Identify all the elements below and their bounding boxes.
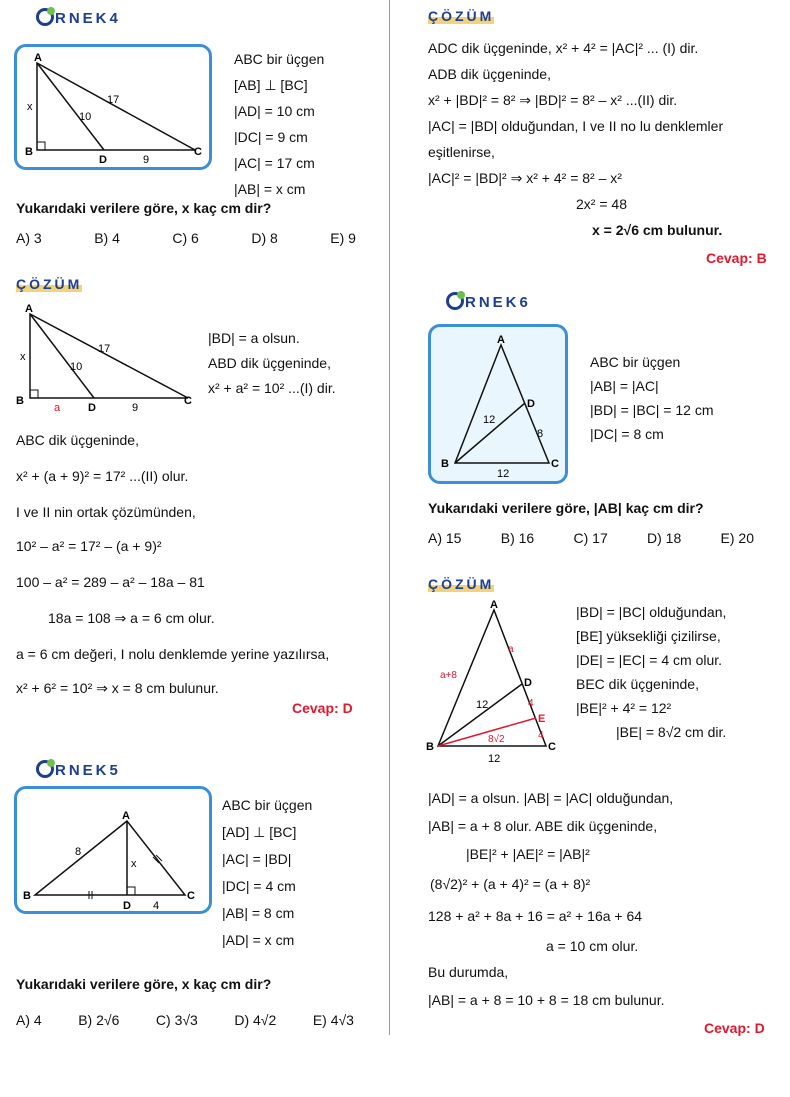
- solution-4-line-1: ABC dik üçgeninde,: [16, 432, 139, 448]
- side-dc-label: 8: [537, 428, 544, 440]
- vertex-c-label: C: [194, 146, 202, 158]
- solution-4-side-notes: |BD| = a olsun. ABD dik üçgeninde, x² + a² = 10² ...(I) dir.: [208, 330, 336, 396]
- solution-4-triangle-figure: [12, 302, 202, 414]
- vertex-a-label: A: [490, 599, 498, 611]
- solution-4-heading: ÇÖZÜM: [16, 276, 83, 292]
- example-4-givens: ABC bir üçgen [AB] ⊥ [BC] |AD| = 10 cm |DC| = 9 cm |AC| = 17 cm |AB| = x cm: [234, 51, 325, 197]
- example-5-givens: ABC bir üçgen [AD] ⊥ [BC] |AC| = |BD| |DC| = 4 cm |AB| = 8 cm |AD| = x cm: [222, 797, 313, 948]
- side-x-label: x: [20, 351, 26, 363]
- option-a: A) 3: [16, 230, 42, 246]
- side-bc-label: 12: [497, 468, 510, 480]
- vertex-d-label: D: [99, 154, 107, 166]
- vertex-e-label: E: [538, 713, 546, 725]
- option-d: D) 8: [251, 230, 278, 246]
- vertex-a-label: A: [497, 334, 505, 346]
- option-e: E) 9: [330, 230, 356, 246]
- solution-5-line-2: ADB dik üçgeninde,: [428, 66, 551, 82]
- side-ac-label: 17: [98, 343, 111, 355]
- example-6-figure-frame: [428, 324, 568, 484]
- option-d: D) 18: [647, 530, 682, 546]
- side-ad-label: 10: [70, 361, 83, 373]
- o-logo-icon: [36, 8, 54, 26]
- solution-6-line-7: Bu durumda,: [428, 964, 509, 980]
- o-logo-icon: [446, 292, 464, 310]
- solution-5-line-1: ADC dik üçgeninde, x² + 4² = |AC|² ... (I) dir.: [428, 40, 699, 56]
- vertex-d-label: D: [524, 677, 532, 689]
- option-e: E) 4√3: [312, 1012, 354, 1028]
- solution-6-line-6: a = 10 cm olur.: [546, 938, 639, 954]
- example-4-options: [16, 230, 356, 246]
- example-4-triangle-figure: [17, 47, 209, 167]
- side-bc-label: 12: [488, 753, 501, 765]
- side-dc-label: 4: [153, 900, 160, 911]
- solution-5-line-5: eşitlenirse,: [428, 144, 495, 160]
- solution-4-answer: Cevap: D: [292, 700, 353, 716]
- vertex-c-label: C: [184, 395, 192, 407]
- solution-4-line-5: 100 – a² = 289 – a² – 18a – 81: [16, 574, 205, 590]
- solution-5-line-7: 2x² = 48: [576, 196, 627, 212]
- side-ab-label: 8: [75, 846, 82, 858]
- vertex-a-label: A: [34, 52, 42, 64]
- solution-5-line-8: x = 2√6 cm bulunur.: [592, 222, 723, 238]
- o-logo-icon: [36, 760, 54, 778]
- side-de-label: 4: [528, 698, 534, 709]
- side-ab-label: a+8: [440, 670, 457, 681]
- side-be-label: 8√2: [488, 734, 505, 745]
- side-a-label: a: [508, 644, 514, 655]
- solution-6-line-2: |AB| = a + 8 olur. ABE dik üçgeninde,: [428, 818, 658, 834]
- vertex-b-label: B: [25, 146, 33, 158]
- example-6-givens: ABC bir üçgen |AB| = |AC| |BD| = |BC| = 12 cm |DC| = 8 cm: [590, 354, 714, 442]
- option-b: B) 2√6: [78, 1012, 120, 1028]
- vertex-d-label: D: [123, 900, 131, 911]
- vertex-a-label: A: [25, 303, 33, 315]
- solution-6-line-1: |AD| = a olsun. |AB| = |AC| olduğundan,: [428, 790, 674, 806]
- solution-6-side-notes: |BD| = |BC| olduğundan, [BE] yüksekliği çizilirse, |DE| = |EC| = 4 cm olur. BEC dik üçgeninde, |BE|² + 4² = 12² |BE| = 8√2 cm dir.: [576, 604, 727, 740]
- side-x-label: x: [27, 101, 33, 113]
- side-x-label: x: [131, 858, 137, 870]
- option-c: C) 17: [573, 530, 608, 546]
- vertex-c-label: C: [548, 741, 556, 753]
- example-5-heading: RNEK5: [36, 760, 121, 779]
- solution-4-line-8: x² + 6² = 10² ⇒ x = 8 cm bulunur.: [16, 680, 219, 696]
- solution-5-line-6: |AC|² = |BD|² ⇒ x² + 4² = 8² – x²: [428, 170, 622, 186]
- vertex-b-label: B: [16, 395, 24, 407]
- solution-6-heading: ÇÖZÜM: [428, 576, 495, 592]
- solution-4-line-4: 10² – a² = 17² – (a + 9)²: [16, 538, 162, 554]
- example-6-heading: RNEK6: [446, 292, 531, 311]
- vertex-c-label: C: [551, 458, 559, 470]
- column-divider: [389, 0, 390, 1035]
- solution-4-line-2: x² + (a + 9)² = 17² ...(II) olur.: [16, 468, 189, 484]
- vertex-d-label: D: [527, 398, 535, 410]
- side-a-label: a: [54, 402, 61, 414]
- side-dc-label: 9: [132, 402, 139, 414]
- vertex-a-label: A: [122, 810, 130, 822]
- solution-5-line-4: |AC| = |BD| olduğundan, I ve II no lu denklemler: [428, 118, 724, 134]
- solution-6-line-8: |AB| = a + 8 = 10 + 8 = 18 cm bulunur.: [428, 992, 665, 1008]
- example-6-options: [428, 530, 754, 546]
- solution-6-line-3: |BE|² + |AE|² = |AB|²: [466, 846, 590, 862]
- solution-6-line-4: (8√2)² + (a + 4)² = (a + 8)²: [430, 876, 591, 892]
- side-dc-label: 9: [143, 154, 150, 166]
- solution-5-line-3: x² + |BD|² = 8² ⇒ |BD|² = 8² – x² ...(II) dir.: [428, 92, 678, 108]
- option-c: C) 3√3: [155, 1012, 198, 1028]
- side-bd-label: 12: [476, 699, 489, 711]
- example-6-triangle-figure: [431, 327, 565, 481]
- solution-6-line-5: 128 + a² + 8a + 16 = a² + 16a + 64: [428, 908, 643, 924]
- example-6-question: Yukarıdaki verilere göre, |AB| kaç cm dir?: [428, 500, 704, 516]
- option-b: B) 4: [94, 230, 120, 246]
- option-a: A) 15: [428, 530, 462, 546]
- example-5-options: [16, 1012, 354, 1028]
- example-5-question: Yukarıdaki verilere göre, x kaç cm dir?: [16, 976, 272, 992]
- option-d: D) 4√2: [234, 1012, 277, 1028]
- side-ac-label: 17: [107, 94, 120, 106]
- solution-4-line-3: I ve II nin ortak çözümünden,: [16, 504, 196, 520]
- option-a: A) 4: [16, 1012, 42, 1028]
- solution-4-line-6: 18a = 108 ⇒ a = 6 cm olur.: [48, 610, 215, 626]
- solution-6-triangle-figure: [422, 596, 568, 766]
- solution-4-line-7: a = 6 cm değeri, I nolu denklemde yerine yazılırsa,: [16, 646, 330, 662]
- vertex-b-label: B: [441, 458, 449, 470]
- side-ad-label: 10: [79, 111, 92, 123]
- solution-5-heading: ÇÖZÜM: [428, 8, 495, 24]
- vertex-d-label: D: [88, 402, 96, 414]
- option-b: B) 16: [500, 530, 535, 546]
- vertex-b-label: B: [23, 890, 31, 902]
- vertex-c-label: C: [187, 890, 195, 902]
- option-c: C) 6: [172, 230, 199, 246]
- side-bd-label: 12: [483, 414, 496, 426]
- solution-6-answer: Cevap: D: [704, 1020, 765, 1036]
- example-5-figure-frame: [14, 786, 212, 914]
- side-ec-label: 4: [538, 730, 544, 741]
- example-4-heading: RNEK4: [36, 8, 121, 27]
- option-e: E) 20: [720, 530, 754, 546]
- example-4-question: Yukarıdaki verilere göre, x kaç cm dir?: [16, 200, 272, 216]
- example-4-figure-frame: [14, 44, 212, 170]
- example-5-triangle-figure: [17, 789, 209, 911]
- solution-5-answer: Cevap: B: [706, 250, 767, 266]
- vertex-b-label: B: [426, 741, 434, 753]
